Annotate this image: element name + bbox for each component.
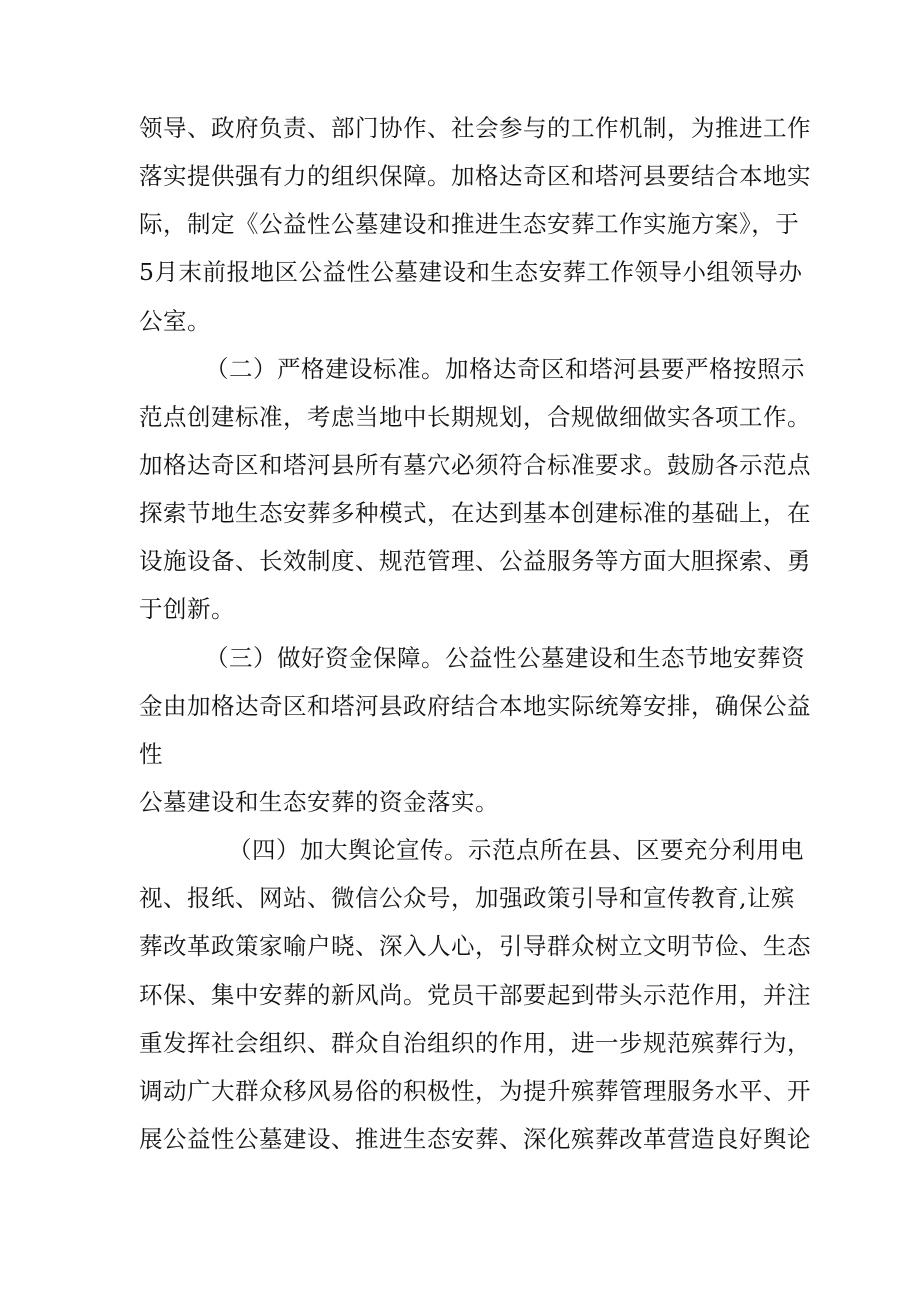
paragraph-heading: （三）做好资金保障。公益性公墓建设和生态节地安葬资	[205, 644, 805, 672]
text-line: 探索节地生态安葬多种模式，在达到基本创建标准的基础上，在	[139, 499, 811, 527]
text-line: 调动广大群众移风易俗的积极性，为提升殡葬管理服务水平、开	[139, 1077, 811, 1105]
text-line: 落实提供强有力的组织保障。加格达奇区和塔河县要结合本地实	[139, 162, 811, 190]
text-line: 展公益性公墓建设、推进生态安葬、深化殡葬改革营造良好舆论	[139, 1125, 811, 1153]
text-line: 范点创建标准，考虑当地中长期规划，合规做细做实各项工作。	[139, 403, 811, 431]
text-line: 设施设备、长效制度、规范管理、公益服务等方面大胆探索、勇	[139, 547, 811, 575]
text-line: 葬改革政策家喻户晓、深入人心，引导群众树立文明节俭、生态	[139, 932, 811, 960]
paragraph-heading: （二）严格建设标准。加格达奇区和塔河县要严格按照示	[205, 355, 805, 383]
text-line: 环保、集中安葬的新风尚。党员干部要起到带头示范作用，并注	[139, 981, 811, 1009]
text-line: 公墓建设和生态安葬的资金落实。	[139, 788, 499, 816]
text-line: 性	[139, 740, 163, 768]
text-line: 5月末前报地区公益性公墓建设和生态安葬工作领导小组领导办	[139, 258, 803, 286]
text-line: 领导、政府负责、部门协作、社会参与的工作机制，为推进工作	[139, 114, 811, 142]
text-line: 视、报纸、网站、微信公众号，加强政策引导和宣传教育,让殡	[139, 884, 795, 912]
text-line: 际，制定《公益性公墓建设和推进生态安葬工作实施方案》，于	[139, 210, 800, 238]
text-line: 重发挥社会组织、群众自治组织的作用，进一步规范殡葬行为，	[139, 1029, 811, 1057]
text-line: 加格达奇区和塔河县所有墓穴必须符合标准要求。鼓励各示范点	[139, 451, 811, 479]
text-line: 金由加格达奇区和塔河县政府结合本地实际统筹安排，确保公益	[139, 692, 811, 720]
paragraph-heading: （四）加大舆论宣传。示范点所在县、区要充分利用电	[228, 836, 804, 864]
text-line: 于创新。	[139, 595, 235, 623]
text-line: 公室。	[139, 307, 211, 335]
